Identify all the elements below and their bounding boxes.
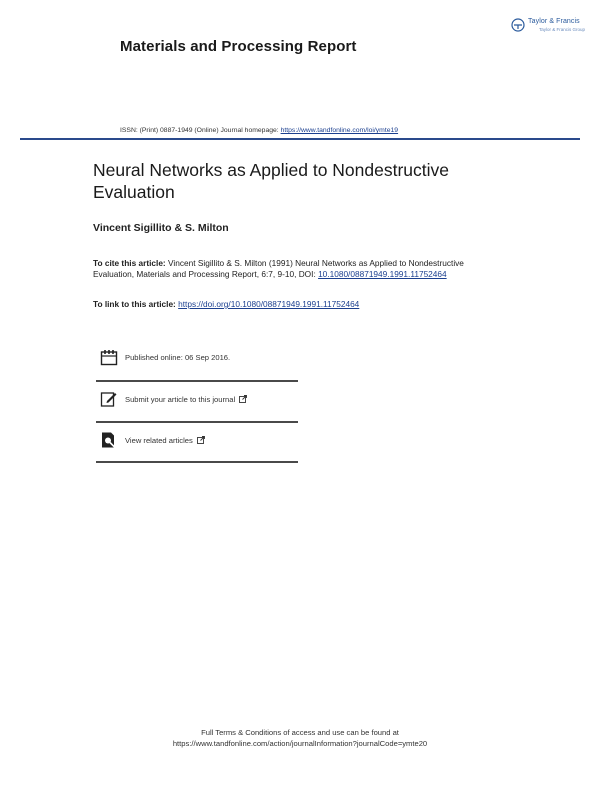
journal-homepage-link[interactable]: https://www.tandfonline.com/loi/ymte19 — [280, 127, 399, 134]
publisher-logo-icon — [511, 18, 525, 32]
citation-text: Vincent Sigillito & S. Milton (1991) Neural Networks as Applied to Nondestructive Evaluation, Materials and Processing Report, 6:7, 9-10, DOI: — [93, 258, 464, 279]
published-online-text: Published online: 06 Sep 2016. — [125, 353, 231, 362]
citation-doi-link[interactable]: 10.1080/08871949.1991.11752464 — [318, 269, 447, 279]
search-document-icon — [100, 431, 118, 449]
issn-line — [120, 127, 398, 134]
edit-document-icon — [100, 390, 118, 408]
calendar-icon — [100, 348, 118, 366]
submit-article-row[interactable] — [96, 382, 298, 422]
issn-text: ISSN: (Print) 0887-1949 (Online) Journal homepage: — [120, 127, 281, 134]
related-articles-link[interactable] — [125, 436, 205, 445]
external-link-icon — [239, 395, 247, 403]
article-title: Neural Networks as Applied to Nondestructive Evaluation — [93, 160, 450, 202]
publisher-logo-name: Taylor & Francis — [528, 18, 580, 25]
article-doi-link[interactable]: https://doi.org/10.1080/08871949.1991.11752464 — [178, 299, 360, 309]
header-divider — [20, 138, 580, 140]
publisher-logo-group: Taylor & Francis Group — [539, 27, 586, 32]
footer-line-1: Full Terms & Conditions of access and use can be found at — [201, 728, 399, 737]
footer-terms — [100, 727, 500, 749]
link-label: To link to this article: — [93, 299, 179, 309]
related-articles-row[interactable] — [96, 423, 298, 463]
citation-block — [93, 258, 473, 280]
related-articles-label: View related articles — [125, 436, 193, 445]
link-to-article — [93, 299, 359, 309]
footer-terms-link[interactable]: https://www.tandfonline.com/action/journalInformation?journalCode=ymte20 — [172, 739, 428, 748]
journal-title: Materials and Processing Report — [120, 38, 357, 55]
submit-article-label: Submit your article to this journal — [125, 395, 236, 404]
submit-article-link[interactable] — [125, 395, 247, 404]
citation-label: To cite this article: — [93, 258, 166, 268]
action-divider — [96, 461, 298, 463]
external-link-icon — [197, 436, 205, 444]
publisher-logo — [511, 14, 586, 40]
article-authors: Vincent Sigillito & S. Milton — [93, 222, 229, 234]
published-online-row — [96, 340, 298, 380]
